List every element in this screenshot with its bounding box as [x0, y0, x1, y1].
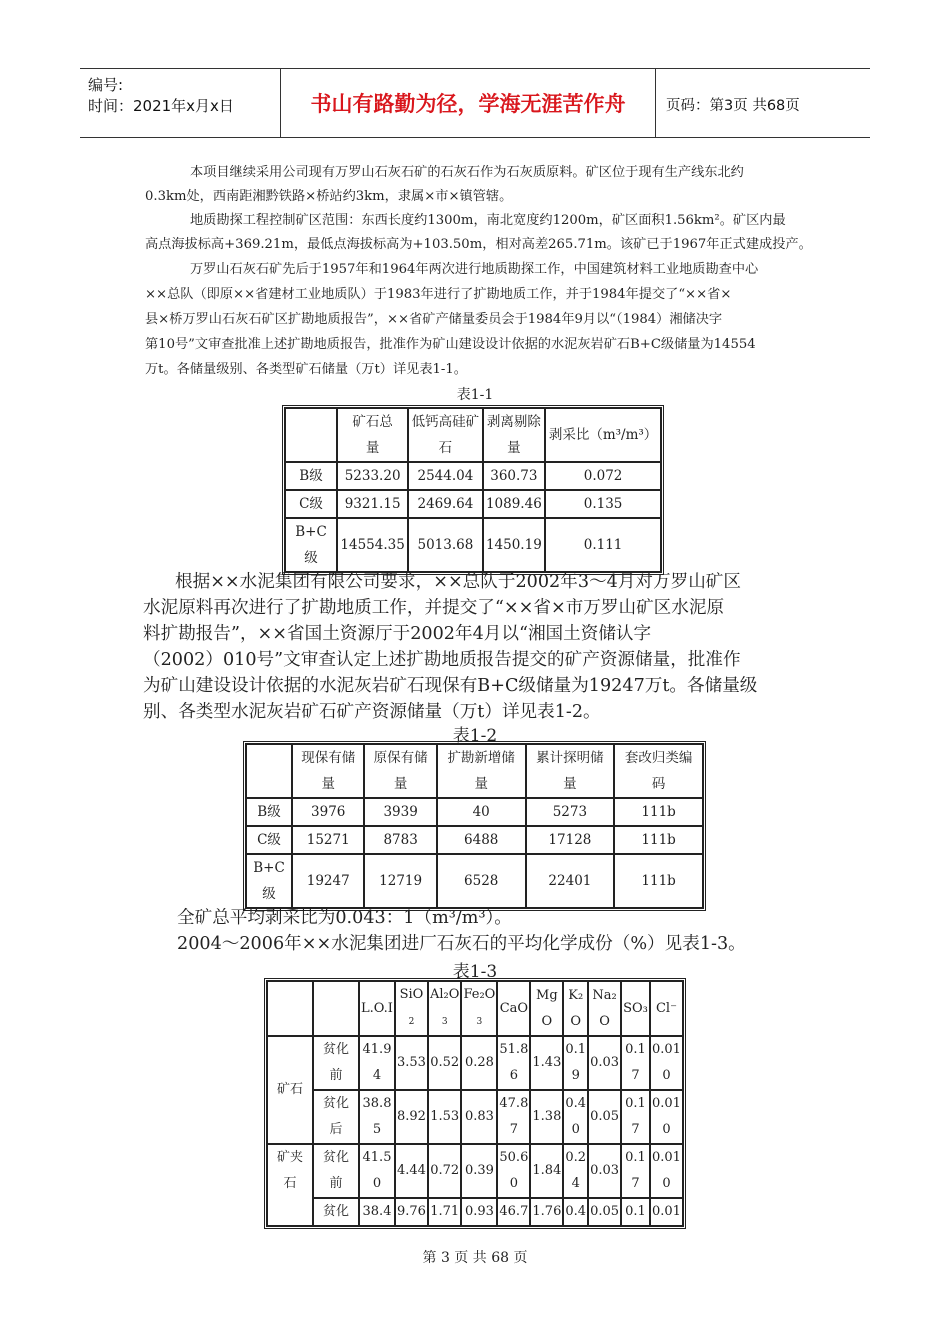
table-row	[267, 1090, 683, 1144]
table-cell: 0.83	[461, 1090, 497, 1144]
reserve-table-1-1	[282, 405, 664, 575]
table-cell: 0.1 7	[621, 1144, 650, 1198]
table-cell: 0.05	[588, 1090, 621, 1144]
table-cell: 38.4	[359, 1198, 395, 1226]
page-header	[80, 68, 870, 138]
table-group-cell: 矿石	[267, 1036, 313, 1144]
table-header-row	[285, 408, 661, 462]
table-sub-cell: 贫化	[313, 1198, 359, 1226]
table-cell: 8783	[364, 826, 436, 854]
paragraph-line: 水泥原料再次进行了扩勘地质工作，并提交了“××省×市万罗山矿区水泥原	[143, 598, 725, 618]
table-cell: 19247	[292, 854, 364, 908]
paragraph-line: 料扩勘报告”，××省国土资源厅于2002年4月以“湘国土资储认字	[143, 624, 652, 644]
table-cell: 1089.46	[483, 490, 546, 518]
paragraph-line: 高点海拔标高+369.21m，最低点海拔标高为+103.50m，相对高差265.71m。该矿已于1967年正式建成投产。	[145, 237, 812, 252]
paragraph-line: 别、各类型水泥灰岩矿石矿产资源储量（万t）详见表1-2。	[143, 702, 601, 722]
table-cell: 0.39	[461, 1144, 497, 1198]
table-cell: 5233.20	[337, 462, 408, 490]
table-cell: 0.52	[428, 1036, 461, 1090]
table-cell: 17128	[526, 826, 615, 854]
table-header-cell: 现保有储 量	[292, 744, 364, 798]
table-header-row	[246, 744, 703, 798]
table-cell: 0.4 0	[563, 1090, 588, 1144]
table-cell: 0.01	[650, 1198, 683, 1226]
header-meta	[88, 75, 234, 117]
table-cell: 1.84	[530, 1144, 563, 1198]
table-cell: 360.73	[483, 462, 546, 490]
table-row	[267, 1036, 683, 1090]
doc-time: 时间：2021年x月x日	[88, 97, 234, 115]
table-header-cell: 原保有储 量	[364, 744, 436, 798]
table-header-cell: K₂ O	[563, 981, 588, 1036]
table-cell: 22401	[526, 854, 615, 908]
table-row	[246, 798, 703, 826]
table-cell: 0.93	[461, 1198, 497, 1226]
table-cell: B+C 级	[285, 518, 337, 572]
table-header-cell: SO₃	[621, 981, 650, 1036]
table-header-cell: 矿石总 量	[337, 408, 408, 462]
table-cell: 0.03	[588, 1036, 621, 1090]
table-cell: 0.1 7	[621, 1090, 650, 1144]
paragraph-line: 地质勘探工程控制矿区范围：东西长度约1300m，南北宽度约1200m，矿区面积1.56km²。矿区内最	[190, 213, 786, 228]
table-cell: B级	[285, 462, 337, 490]
table-caption: 表1-3	[452, 962, 498, 982]
table-cell: 3.53	[395, 1036, 428, 1090]
table-cell: 14554.35	[337, 518, 408, 572]
table-cell: 1.43	[530, 1036, 563, 1090]
table-cell: 0.1	[621, 1198, 650, 1226]
table-cell: 51.8 6	[497, 1036, 530, 1090]
table-header-cell: Fe₂O 3	[461, 981, 497, 1036]
table-corner-cell	[313, 981, 359, 1036]
header-page-info: 页码：第3页 共68页	[666, 98, 800, 114]
table-row	[246, 826, 703, 854]
table-caption: 表1-1	[456, 387, 494, 403]
table-cell: 0.01 0	[650, 1090, 683, 1144]
table-cell: 111b	[614, 826, 703, 854]
table-cell: 0.72	[428, 1144, 461, 1198]
table-corner-cell	[267, 981, 313, 1036]
paragraph-line: 县×桥万罗山石灰石矿区扩勘地质报告”，××省矿产储量委员会于1984年9月以“（1984）湘储决字	[145, 312, 723, 327]
table-cell: 0.072	[545, 462, 661, 490]
table-header-cell: Al₂O 3	[428, 981, 461, 1036]
table-cell: 47.8 7	[497, 1090, 530, 1144]
paragraph-line: 根据××水泥集团有限公司要求，××总队于2002年3～4月对万罗山矿区	[175, 572, 741, 592]
table-row	[267, 1144, 683, 1198]
table-cell: 6488	[437, 826, 526, 854]
table-header-cell: 低钙高硅矿 石	[408, 408, 482, 462]
table-header-cell: 扩勘新增储 量	[437, 744, 526, 798]
paragraph-line: ××总队（即原××省建材工业地质队）于1983年进行了扩勘地质工作，并于1984年提交了“××省×	[145, 287, 732, 302]
table-header-cell: SiO 2	[395, 981, 428, 1036]
table-row	[246, 854, 703, 908]
paragraph-line: 2004～2006年××水泥集团进厂石灰石的平均化学成份（%）见表1-3。	[177, 934, 746, 954]
header-divider	[655, 69, 656, 137]
table-cell: C级	[285, 490, 337, 518]
table-cell: 0.01 0	[650, 1036, 683, 1090]
paragraph-line: 第10号”文审查批准上述扩勘地质报告，批准作为矿山建设设计依据的水泥灰岩矿石B+C级储量为14554	[145, 337, 756, 352]
table-cell: 0.4	[563, 1198, 588, 1226]
table-cell: 15271	[292, 826, 364, 854]
table-cell: 0.111	[545, 518, 661, 572]
doc-code-label: 编号:	[88, 76, 124, 94]
table-cell: 8.92	[395, 1090, 428, 1144]
table-cell: B级	[246, 798, 292, 826]
paragraph-line: 本项目继续采用公司现有万罗山石灰石矿的石灰石作为石灰质原料。矿区位于现有生产线东北约	[190, 165, 744, 180]
table-row	[285, 518, 661, 572]
table-cell: 3976	[292, 798, 364, 826]
table-cell: 0.28	[461, 1036, 497, 1090]
paragraph-line: 万罗山石灰石矿先后于1957年和1964年两次进行地质勘探工作，中国建筑材料工业地质勘查中心	[190, 262, 759, 277]
table-group-cell: 矿夹 石	[267, 1144, 313, 1226]
table-header-cell: 累计探明储 量	[526, 744, 615, 798]
table-cell: 0.1 9	[563, 1036, 588, 1090]
table-cell: 1.71	[428, 1198, 461, 1226]
table-caption: 表1-2	[452, 726, 498, 746]
table-cell: 1450.19	[483, 518, 546, 572]
table-cell: 1.53	[428, 1090, 461, 1144]
header-motto: 书山有路勤为径，学海无涯苦作舟	[310, 92, 626, 116]
paragraph-line: 全矿总平均剥采比为0.043：1（m³/m³）。	[177, 908, 512, 928]
table-cell: 1.38	[530, 1090, 563, 1144]
table-cell: 6528	[437, 854, 526, 908]
table-header-cell: CaO	[497, 981, 530, 1036]
table-sub-cell: 贫化 前	[313, 1036, 359, 1090]
table-header-cell: Cl⁻	[650, 981, 683, 1036]
table-sub-cell: 贫化 后	[313, 1090, 359, 1144]
reserve-table-1-2	[243, 741, 706, 911]
table-corner-cell	[285, 408, 337, 462]
table-cell: 46.7	[497, 1198, 530, 1226]
paragraph-line: 为矿山建设设计依据的水泥灰岩矿石现保有B+C级储量为19247万t。各储量级	[143, 676, 758, 696]
paragraph-line: （2002）010号”文审查认定上述扩勘地质报告提交的矿产资源储量，批准作	[143, 650, 741, 670]
table-cell: 0.01 0	[650, 1144, 683, 1198]
table-sub-cell: 贫化 前	[313, 1144, 359, 1198]
table-cell: 111b	[614, 854, 703, 908]
table-row	[267, 1198, 683, 1226]
table-header-cell: Mg O	[530, 981, 563, 1036]
table-cell: 41.9 4	[359, 1036, 395, 1090]
table-cell: 12719	[364, 854, 436, 908]
table-cell: B+C 级	[246, 854, 292, 908]
table-cell: 41.5 0	[359, 1144, 395, 1198]
table-header-cell: Na₂ O	[588, 981, 621, 1036]
table-cell: 111b	[614, 798, 703, 826]
page-footer: 第 3 页 共 68 页	[422, 1250, 528, 1266]
paragraph-line: 0.3km处，西南距湘黔铁路×桥站约3km，隶属×市×镇管辖。	[145, 189, 513, 204]
table-cell: 5273	[526, 798, 615, 826]
table-cell: 0.1 7	[621, 1036, 650, 1090]
table-header-cell: 套改归类编 码	[614, 744, 703, 798]
table-cell: 50.6 0	[497, 1144, 530, 1198]
table-cell: 40	[437, 798, 526, 826]
table-cell: 3939	[364, 798, 436, 826]
table-cell: 38.8 5	[359, 1090, 395, 1144]
table-cell: 4.44	[395, 1144, 428, 1198]
table-cell: 0.05	[588, 1198, 621, 1226]
table-header-cell: L.O.I	[359, 981, 395, 1036]
table-corner-cell	[246, 744, 292, 798]
table-cell: 9321.15	[337, 490, 408, 518]
chemistry-table-1-3	[264, 978, 686, 1229]
table-cell: 0.03	[588, 1144, 621, 1198]
table-cell: C级	[246, 826, 292, 854]
table-cell: 5013.68	[408, 518, 482, 572]
paragraph-line: 万t。各储量级别、各类型矿石储量（万t）详见表1-1。	[145, 362, 467, 377]
table-cell: 2544.04	[408, 462, 482, 490]
table-cell: 1.76	[530, 1198, 563, 1226]
table-row	[285, 490, 661, 518]
table-header-cell: 剥采比（m³/m³）	[545, 408, 661, 462]
table-cell: 0.2 4	[563, 1144, 588, 1198]
table-header-cell: 剥离剔除 量	[483, 408, 546, 462]
table-row	[285, 462, 661, 490]
table-cell: 0.135	[545, 490, 661, 518]
table-cell: 9.76	[395, 1198, 428, 1226]
table-header-row	[267, 981, 683, 1036]
table-cell: 2469.64	[408, 490, 482, 518]
